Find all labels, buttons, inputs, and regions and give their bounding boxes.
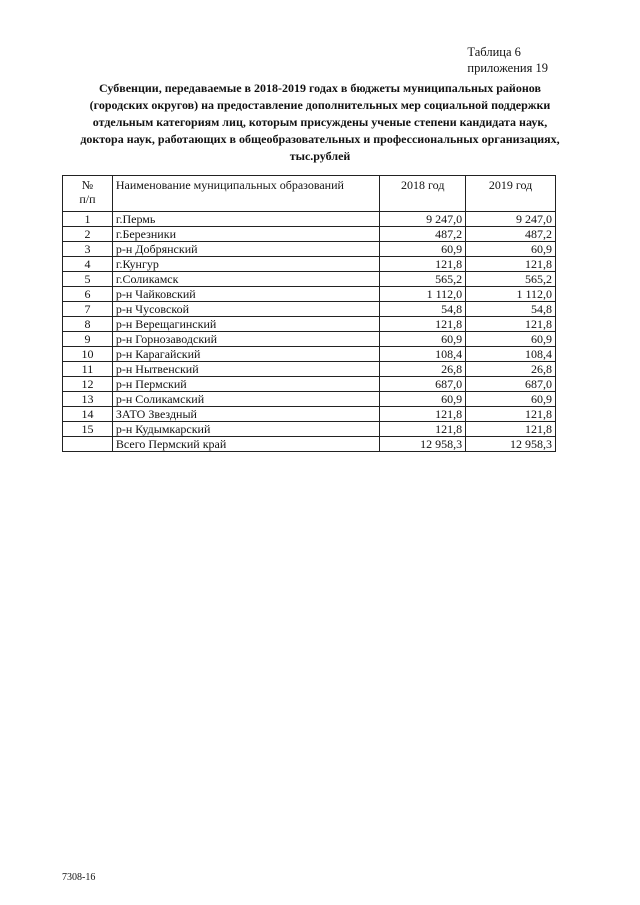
header-2019: 2019 год [466,176,556,212]
row-value-2018: 121,8 [380,422,466,437]
row-value-2018: 60,9 [380,392,466,407]
row-number: 13 [63,392,113,407]
row-number: 4 [63,257,113,272]
table-row [63,227,556,242]
row-number: 7 [63,302,113,317]
row-municipality: р-н Пермский [112,377,379,392]
row-value-2019: 487,2 [466,227,556,242]
document-title [60,80,580,165]
row-number: 14 [63,407,113,422]
subvention-table [62,175,556,452]
row-value-2019: 687,0 [466,377,556,392]
table-row [63,422,556,437]
row-value-2019: 121,8 [466,407,556,422]
table-row [63,287,556,302]
row-municipality: р-н Карагайский [112,347,379,362]
row-municipality: ЗАТО Звездный [112,407,379,422]
row-municipality: р-н Добрянский [112,242,379,257]
table-label: Таблица 6 [467,45,521,59]
title-line-1: Субвенции, передаваемые в 2018-2019 годах в бюджеты муниципальных районов [99,81,541,95]
row-number: 8 [63,317,113,332]
row-value-2018: 687,0 [380,377,466,392]
row-value-2018: 565,2 [380,272,466,287]
row-number: 15 [63,422,113,437]
row-value-2019: 108,4 [466,347,556,362]
row-value-2019: 565,2 [466,272,556,287]
row-value-2018: 54,8 [380,302,466,317]
table-row [63,362,556,377]
row-number: 11 [63,362,113,377]
row-value-2019: 121,8 [466,317,556,332]
title-line-3: отдельным категориям лиц, которым присуждены ученые степени кандидата наук, [92,115,548,129]
table-row [63,242,556,257]
row-municipality: р-н Чусовской [112,302,379,317]
row-number: 10 [63,347,113,362]
row-value-2018: 121,8 [380,407,466,422]
row-value-2018: 121,8 [380,257,466,272]
header-municipality: Наименование муниципальных образований [112,176,379,212]
row-value-2018: 60,9 [380,242,466,257]
document-reference [467,44,548,76]
row-value-2019: 9 247,0 [466,212,556,227]
row-number: 6 [63,287,113,302]
table-row [63,377,556,392]
table-row [63,257,556,272]
header-number [63,176,113,212]
row-municipality: г.Соликамск [112,272,379,287]
row-value-2018: 12 958,3 [380,437,466,452]
row-municipality: р-н Верещагинский [112,317,379,332]
table-body [63,212,556,452]
row-municipality: р-н Чайковский [112,287,379,302]
row-municipality: г.Пермь [112,212,379,227]
row-value-2019: 60,9 [466,392,556,407]
row-number: 2 [63,227,113,242]
row-value-2019: 26,8 [466,362,556,377]
row-value-2019: 60,9 [466,332,556,347]
row-municipality: р-н Горнозаводский [112,332,379,347]
appendix-label: приложения 19 [467,61,548,75]
document-code: 7308-16 [62,872,96,883]
row-municipality: р-н Соликамский [112,392,379,407]
row-municipality: г.Кунгур [112,257,379,272]
row-value-2019: 12 958,3 [466,437,556,452]
table-row [63,317,556,332]
header-number-line2: п/п [79,192,96,206]
row-value-2018: 487,2 [380,227,466,242]
row-number: 5 [63,272,113,287]
title-line-4: доктора наук, работающих в общеобразовательных и профессиональных организациях, [80,132,560,146]
table-row [63,347,556,362]
title-line-2: (городских округов) на предоставление дополнительных мер социальной поддержки [89,98,551,112]
row-value-2019: 60,9 [466,242,556,257]
row-value-2018: 9 247,0 [380,212,466,227]
header-number-line1: № [81,178,94,192]
row-number: 12 [63,377,113,392]
row-value-2018: 26,8 [380,362,466,377]
header-2018: 2018 год [380,176,466,212]
row-municipality: Всего Пермский край [112,437,379,452]
title-line-5: тыс.рублей [289,149,351,163]
total-row [63,437,556,452]
row-value-2018: 108,4 [380,347,466,362]
row-number: 3 [63,242,113,257]
row-value-2019: 1 112,0 [466,287,556,302]
row-number [63,437,113,452]
row-value-2018: 1 112,0 [380,287,466,302]
row-municipality: г.Березники [112,227,379,242]
table-row [63,302,556,317]
row-municipality: р-н Кудымкарский [112,422,379,437]
row-number: 9 [63,332,113,347]
table-row [63,332,556,347]
row-value-2018: 121,8 [380,317,466,332]
row-municipality: р-н Нытвенский [112,362,379,377]
table-row [63,392,556,407]
row-value-2019: 54,8 [466,302,556,317]
table-row [63,212,556,227]
table-header-row [63,176,556,212]
table-row [63,407,556,422]
row-value-2018: 60,9 [380,332,466,347]
row-value-2019: 121,8 [466,257,556,272]
table-row [63,272,556,287]
row-value-2019: 121,8 [466,422,556,437]
row-number: 1 [63,212,113,227]
